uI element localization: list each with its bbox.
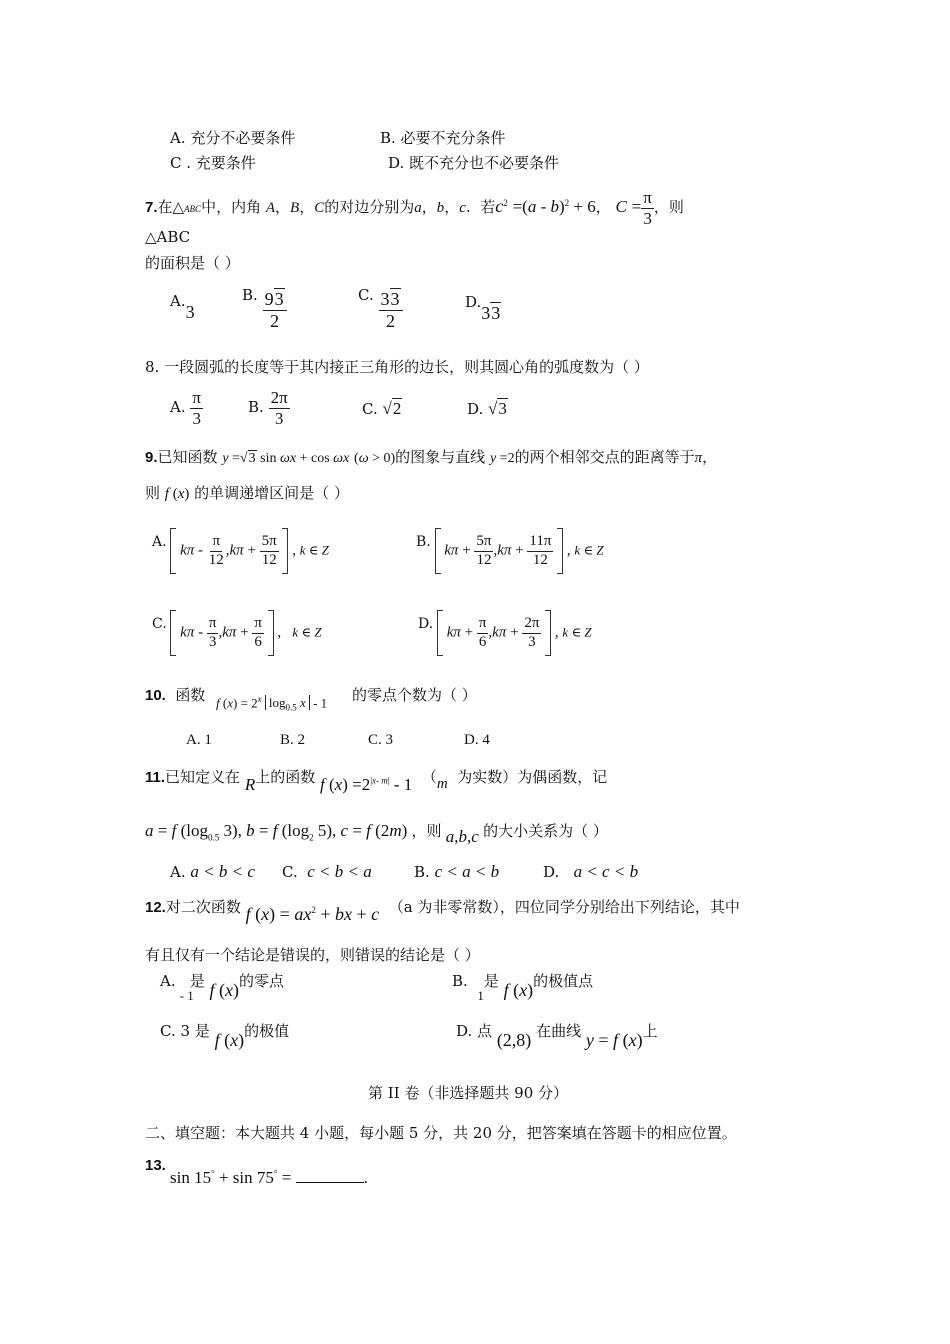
q12-option-a: A.- 1是 f (x)的零点 bbox=[160, 972, 285, 1003]
q10-function: f $(x) = 2^x$ $\log_{0.5} x - 1$ bbox=[216, 694, 328, 713]
q12-option-d: D. 点 (2,8) 在曲线 y = f (x)上 bbox=[456, 1022, 658, 1050]
q6-option-a: A. 充分不必要条件 bbox=[170, 129, 296, 147]
q10-stem: 10. 函数 bbox=[145, 686, 206, 704]
q11-stem: 11.已知定义在 R上的函数 f $(x) =2^{|x- m|} - 1$ （m 为实数）为偶函数，记 bbox=[145, 768, 608, 794]
q11-option-d: D. a < c < b bbox=[543, 862, 639, 881]
q11-option-c: B. c < a < b bbox=[414, 862, 500, 881]
q11-definitions: a = f ($\log_{0.5}$ 3), b = f ($\log_2$ 5), c = f (2m) ，则 a,b,c 的大小关系为（ ） bbox=[145, 821, 608, 846]
q12-option-c: C. 3 是 f (x)的极值 bbox=[160, 1022, 290, 1050]
q13-expression: sin 15° + sin 75° = . bbox=[170, 1168, 368, 1187]
q8-option-c: C. √2 bbox=[362, 399, 402, 418]
q10-option-c: C. 3 bbox=[368, 732, 394, 748]
q7-option-c: C. $\frac{33}{2}$ bbox=[358, 288, 403, 331]
q7-option-a: A.3 bbox=[170, 292, 195, 322]
q9-option-b: B. kπ + $\frac{5\pi}{12}$ ,kπ + $\frac{11\pi}{12}$ , k ∈ Z bbox=[416, 528, 604, 574]
q9-stem-2: 则 f (x) 的单调递增区间是（ ） bbox=[145, 484, 349, 502]
q10-option-a: A. 1 bbox=[186, 732, 212, 748]
q8-option-d: D. √3 bbox=[467, 399, 507, 418]
q6-option-b: B. 必要不充分条件 bbox=[380, 129, 506, 147]
q13-number: 13. bbox=[145, 1157, 166, 1174]
q8-option-b: B. $\frac{2\pi}{3}$ bbox=[248, 388, 288, 428]
section-instructions: 二、填空题：本大题共 4 小题，每小题 5 分，共 20 分，把答案填在答题卡的相应位置。 bbox=[145, 1124, 737, 1142]
q9-option-a: A. kπ - $\frac{\pi}{12}$ ,kπ + $\frac{5\pi}{12}$ , k ∈ Z bbox=[152, 528, 329, 574]
q9-stem: 9.已知函数 y =√3 sin ωx + cos ωx (ω > 0)的图象与直线 y =2的两个相邻交点的距离等于π， bbox=[145, 448, 718, 466]
q6-option-d: D. 既不充分也不必要条件 bbox=[388, 154, 560, 172]
q7-option-d: D.33 bbox=[465, 293, 501, 323]
q10-stem-end: 的零点个数为（ ） bbox=[352, 686, 477, 704]
q12-stem-2: 有且仅有一个结论是错误的，则错误的结论是（ ） bbox=[145, 946, 480, 964]
q10-option-b: B. 2 bbox=[280, 732, 306, 748]
q11-option-a: A. a < b < c bbox=[170, 862, 255, 881]
q7-stem-end: 的面积是（ ） bbox=[145, 254, 240, 272]
q7-triangle: △ABC bbox=[145, 228, 191, 246]
q10-option-d: D. 4 bbox=[464, 732, 490, 748]
q8-stem: 8. 一段圆弧的长度等于其内接正三角形的边长，则其圆心角的弧度数为（ ） bbox=[145, 358, 649, 376]
q7-option-b: B. $\frac{93}{2}$ bbox=[242, 288, 287, 331]
q8-option-a: A. $\frac{\pi}{3}$ bbox=[170, 388, 201, 428]
q9-option-c: C. kπ - $\frac{\pi}{3}$ ,kπ + $\frac{\pi}{6}$ , k ∈ Z bbox=[152, 610, 322, 656]
q12-option-b: B. 1是 f (x)的极值点 bbox=[452, 972, 594, 1003]
q12-stem: 12.对二次函数 f $(x) = ax^2$ + bx + c （a 为非零常数），四位同学分别给出下列结论，其中 bbox=[145, 898, 740, 924]
q9-option-d: D. kπ + $\frac{\pi}{6}$ ,kπ + $\frac{2\pi}{3}$ , k ∈ Z bbox=[418, 610, 592, 656]
q7-stem: 7.在△ABC中，内角 A，B，C的对边分别为a，b，c. 若$c^2 =(a - b)^2 + 6$， C = $\frac{\pi}{3}$ ，则 bbox=[145, 188, 684, 228]
section-title: 第 II 卷（非选择题共 90 分） bbox=[368, 1084, 569, 1102]
q6-option-c: C . 充要条件 bbox=[170, 154, 256, 172]
q11-option-b: C. c < b < a bbox=[282, 862, 372, 881]
